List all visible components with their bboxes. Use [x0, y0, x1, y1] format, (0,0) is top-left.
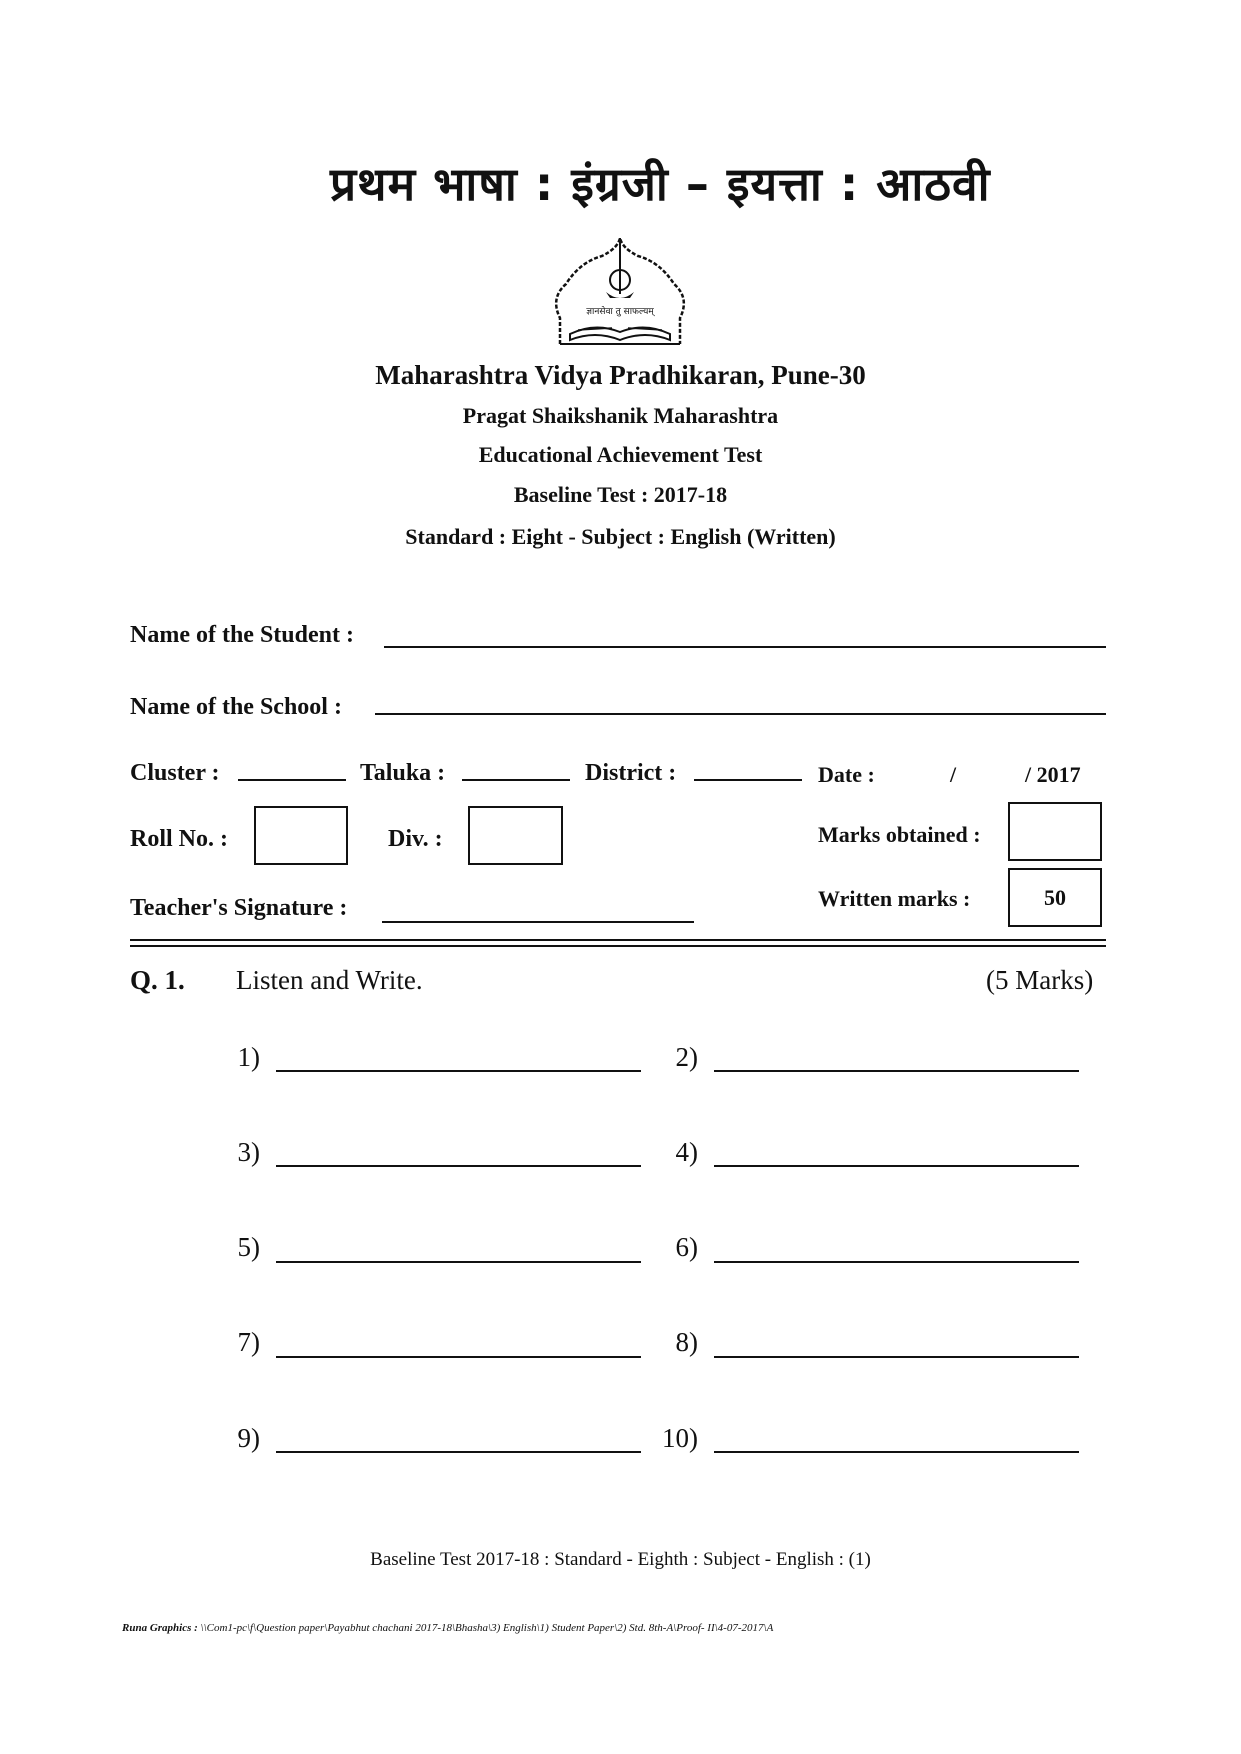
- answer-number: 6): [675, 1232, 698, 1262]
- credits-name: Runa Graphics :: [122, 1622, 198, 1634]
- school-name-field[interactable]: [375, 713, 1106, 715]
- div-box[interactable]: [468, 806, 563, 865]
- student-name-field[interactable]: [384, 646, 1106, 648]
- question-number: Q. 1.: [130, 965, 185, 995]
- div-label: Div. :: [388, 826, 443, 852]
- divider-top: [130, 939, 1106, 941]
- district-label: District :: [585, 760, 677, 786]
- printer-credits: [122, 1622, 773, 1634]
- question-marks: (5 Marks): [986, 965, 1094, 995]
- answer-line[interactable]: [714, 1451, 1079, 1453]
- answer-line[interactable]: [714, 1356, 1079, 1358]
- date-year: / 2017: [1025, 762, 1081, 787]
- answer-line[interactable]: [714, 1261, 1079, 1263]
- taluka-field[interactable]: [462, 779, 570, 781]
- written-marks-label: Written marks :: [818, 886, 971, 911]
- test-year: Baseline Test : 2017-18: [513, 482, 728, 507]
- program-name: Pragat Shaikshanik Maharashtra: [462, 403, 779, 428]
- page-footer: Baseline Test 2017-18 : Standard - Eighth : Subject - English : (1): [370, 1549, 871, 1570]
- answer-line[interactable]: [714, 1070, 1079, 1072]
- answer-line[interactable]: [276, 1070, 641, 1072]
- standard-subject: Standard : Eight - Subject : English (Written): [405, 524, 836, 549]
- answer-number: 7): [237, 1327, 260, 1357]
- emblem-motto: ज्ञानसेवा तु साफल्यम्: [586, 307, 654, 317]
- cluster-label: Cluster :: [130, 760, 220, 786]
- roll-no-box[interactable]: [254, 806, 348, 865]
- answer-line[interactable]: [276, 1356, 641, 1358]
- roll-no-label: Roll No. :: [130, 826, 228, 852]
- school-name-label: Name of the School :: [130, 694, 342, 720]
- test-name: Educational Achievement Test: [478, 442, 763, 467]
- date-separator: /: [950, 762, 957, 787]
- question-text: Listen and Write.: [236, 965, 423, 995]
- emblem-logo: [540, 232, 700, 352]
- answer-line[interactable]: [276, 1165, 641, 1167]
- organization-name: Maharashtra Vidya Pradhikaran, Pune-30: [375, 360, 866, 390]
- answer-number: 10): [662, 1423, 698, 1453]
- date-label: Date :: [818, 762, 875, 787]
- answer-number: 4): [675, 1137, 698, 1167]
- cluster-field[interactable]: [238, 779, 346, 781]
- answer-line[interactable]: [714, 1165, 1079, 1167]
- answer-number: 3): [237, 1137, 260, 1167]
- answer-number: 8): [675, 1327, 698, 1357]
- answer-number: 9): [237, 1423, 260, 1453]
- marks-obtained-box[interactable]: [1008, 802, 1102, 861]
- page-title-marathi: प्रथम भाषा : इंग्रजी – इयत्ता : आठवी: [330, 157, 991, 211]
- district-field[interactable]: [694, 779, 802, 781]
- written-marks-box: 50: [1008, 868, 1102, 927]
- answer-line[interactable]: [276, 1451, 641, 1453]
- answer-number: 1): [237, 1042, 260, 1072]
- credits-path: \\Com1-pc\f\Question paper\Payabhut chachani 2017-18\Bhasha\3) English\1) Student Paper\2) Std. 8th-A\Proof- II\4-07-2017\A: [197, 1622, 774, 1634]
- teacher-signature-field[interactable]: [382, 921, 694, 923]
- teacher-signature-label: Teacher's Signature :: [130, 895, 348, 921]
- student-name-label: Name of the Student :: [130, 622, 354, 648]
- divider-bottom: [130, 945, 1106, 947]
- answer-number: 2): [675, 1042, 698, 1072]
- taluka-label: Taluka :: [360, 760, 446, 786]
- marks-obtained-label: Marks obtained :: [818, 822, 981, 847]
- answer-line[interactable]: [276, 1261, 641, 1263]
- answer-number: 5): [237, 1232, 260, 1262]
